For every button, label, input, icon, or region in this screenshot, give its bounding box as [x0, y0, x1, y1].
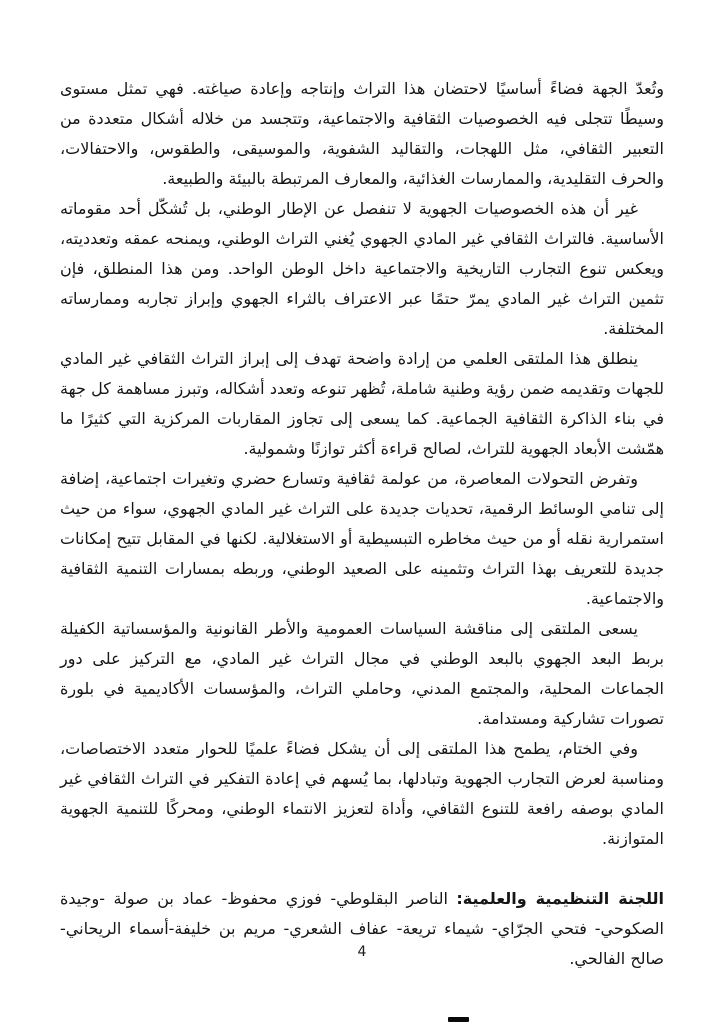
- paragraph-public-policies: يسعى الملتقى إلى مناقشة السياسات العمومية والأطر القانونية والمؤسساتية الكفيلة بربط البعد الجهوي بالبعد الوطني في مجال التراث غير المادي، مع التركيز على دور الجماعات المحلية، والمجتمع المدني، وحاملي التراث، والمؤسسات الأكاديمية في بلورة تصورات تشاركية ومستدامة.: [60, 619, 664, 728]
- page-number: 4: [357, 944, 367, 960]
- footer-ink-mark: [448, 1017, 469, 1022]
- page-body-text: [60, 74, 664, 974]
- committee-members: الناصر البقلوطي- فوزي محفوظ- عماد بن صولة -وجيدة الصكوحي- فتحي الجرّاي- شيماء تريعة- عفاف الشعري- مريم بن خليفة-أسماء الريحاني- صالح الفالحي.: [60, 889, 664, 968]
- paragraph-contemporary-challenges: وتفرض التحولات المعاصرة، من عولمة ثقافية وتسارع حضري وتغيرات اجتماعية، إضافة إلى تنامي الوسائط الرقمية، تحديات جديدة على التراث غير المادي الجهوي، سواء من حيث استمرارية نقله أو من حيث مخاطره التبسيطية أو الاستغلالية. لكنها في المقابل تتيح إمكانات جديدة للتعريف بهذا التراث وتثمينه على الصعيد الوطني، وربطه بمسارات التنمية الثقافية والاجتماعية.: [60, 469, 664, 608]
- committee-paragraph: [60, 884, 664, 974]
- paragraph-conclusion: وفي الختام، يطمح هذا الملتقى إلى أن يشكل فضاءً علميًا للحوار متعدد الاختصاصات، ومناسبة لعرض التجارب الجهوية وتبادلها، بما يُسهم في إعادة التفكير في التراث الثقافي غير المادي بوصفه رافعة للتنوع الثقافي، وأداة لتعزيز الانتماء الوطني، ومحركًا للتنمية الجهوية المتوازنة.: [60, 739, 664, 848]
- paragraph-region-role: وتُعدّ الجهة فضاءً أساسيًا لاحتضان هذا التراث وإنتاجه وإعادة صياغته. فهي تمثل مستوى وسيطًا تتجلى فيه الخصوصيات الثقافية والاجتماعية، وتتجسد من خلاله أشكال متعددة من التعبير الثقافي، مثل اللهجات، والتقاليد الشفوية، والموسيقى، والطقوس، والاحتفالات، والحرف التقليدية، والممارسات الغذائية، والمعارف المرتبطة بالبيئة والطبيعة.: [60, 79, 664, 188]
- committee-label: اللجنة التنظيمية والعلمية:: [456, 889, 665, 908]
- paragraph-symposium-goals: ينطلق هذا الملتقى العلمي من إرادة واضحة تهدف إلى إبراز التراث الثقافي غير المادي للجهات وتقديمه ضمن رؤية وطنية شاملة، تُظهر تنوعه وتعدد أشكاله، وتبرز مساهمة كل جهة في بناء الذاكرة الثقافية الجماعية. كما يسعى إلى تجاوز المقاربات المركزية التي كثيرًا ما همّشت الأبعاد الجهوية للتراث، لصالح قراءة أكثر توازنًا وشمولية.: [60, 349, 664, 458]
- paragraph-regional-national-link: غير أن هذه الخصوصيات الجهوية لا تنفصل عن الإطار الوطني، بل تُشكّل أحد مقوماته الأساسية. فالتراث الثقافي غير المادي الجهوي يُغني التراث الوطني، ويمنحه عمقه وتعدديته، ويعكس تنوع التجارب التاريخية والاجتماعية داخل الوطن الواحد. ومن هذا المنطلق، فإن تثمين التراث غير المادي يمرّ حتمًا عبر الاعتراف بالثراء الجهوي وإبراز تجاربه وممارساته المختلفة.: [60, 199, 664, 338]
